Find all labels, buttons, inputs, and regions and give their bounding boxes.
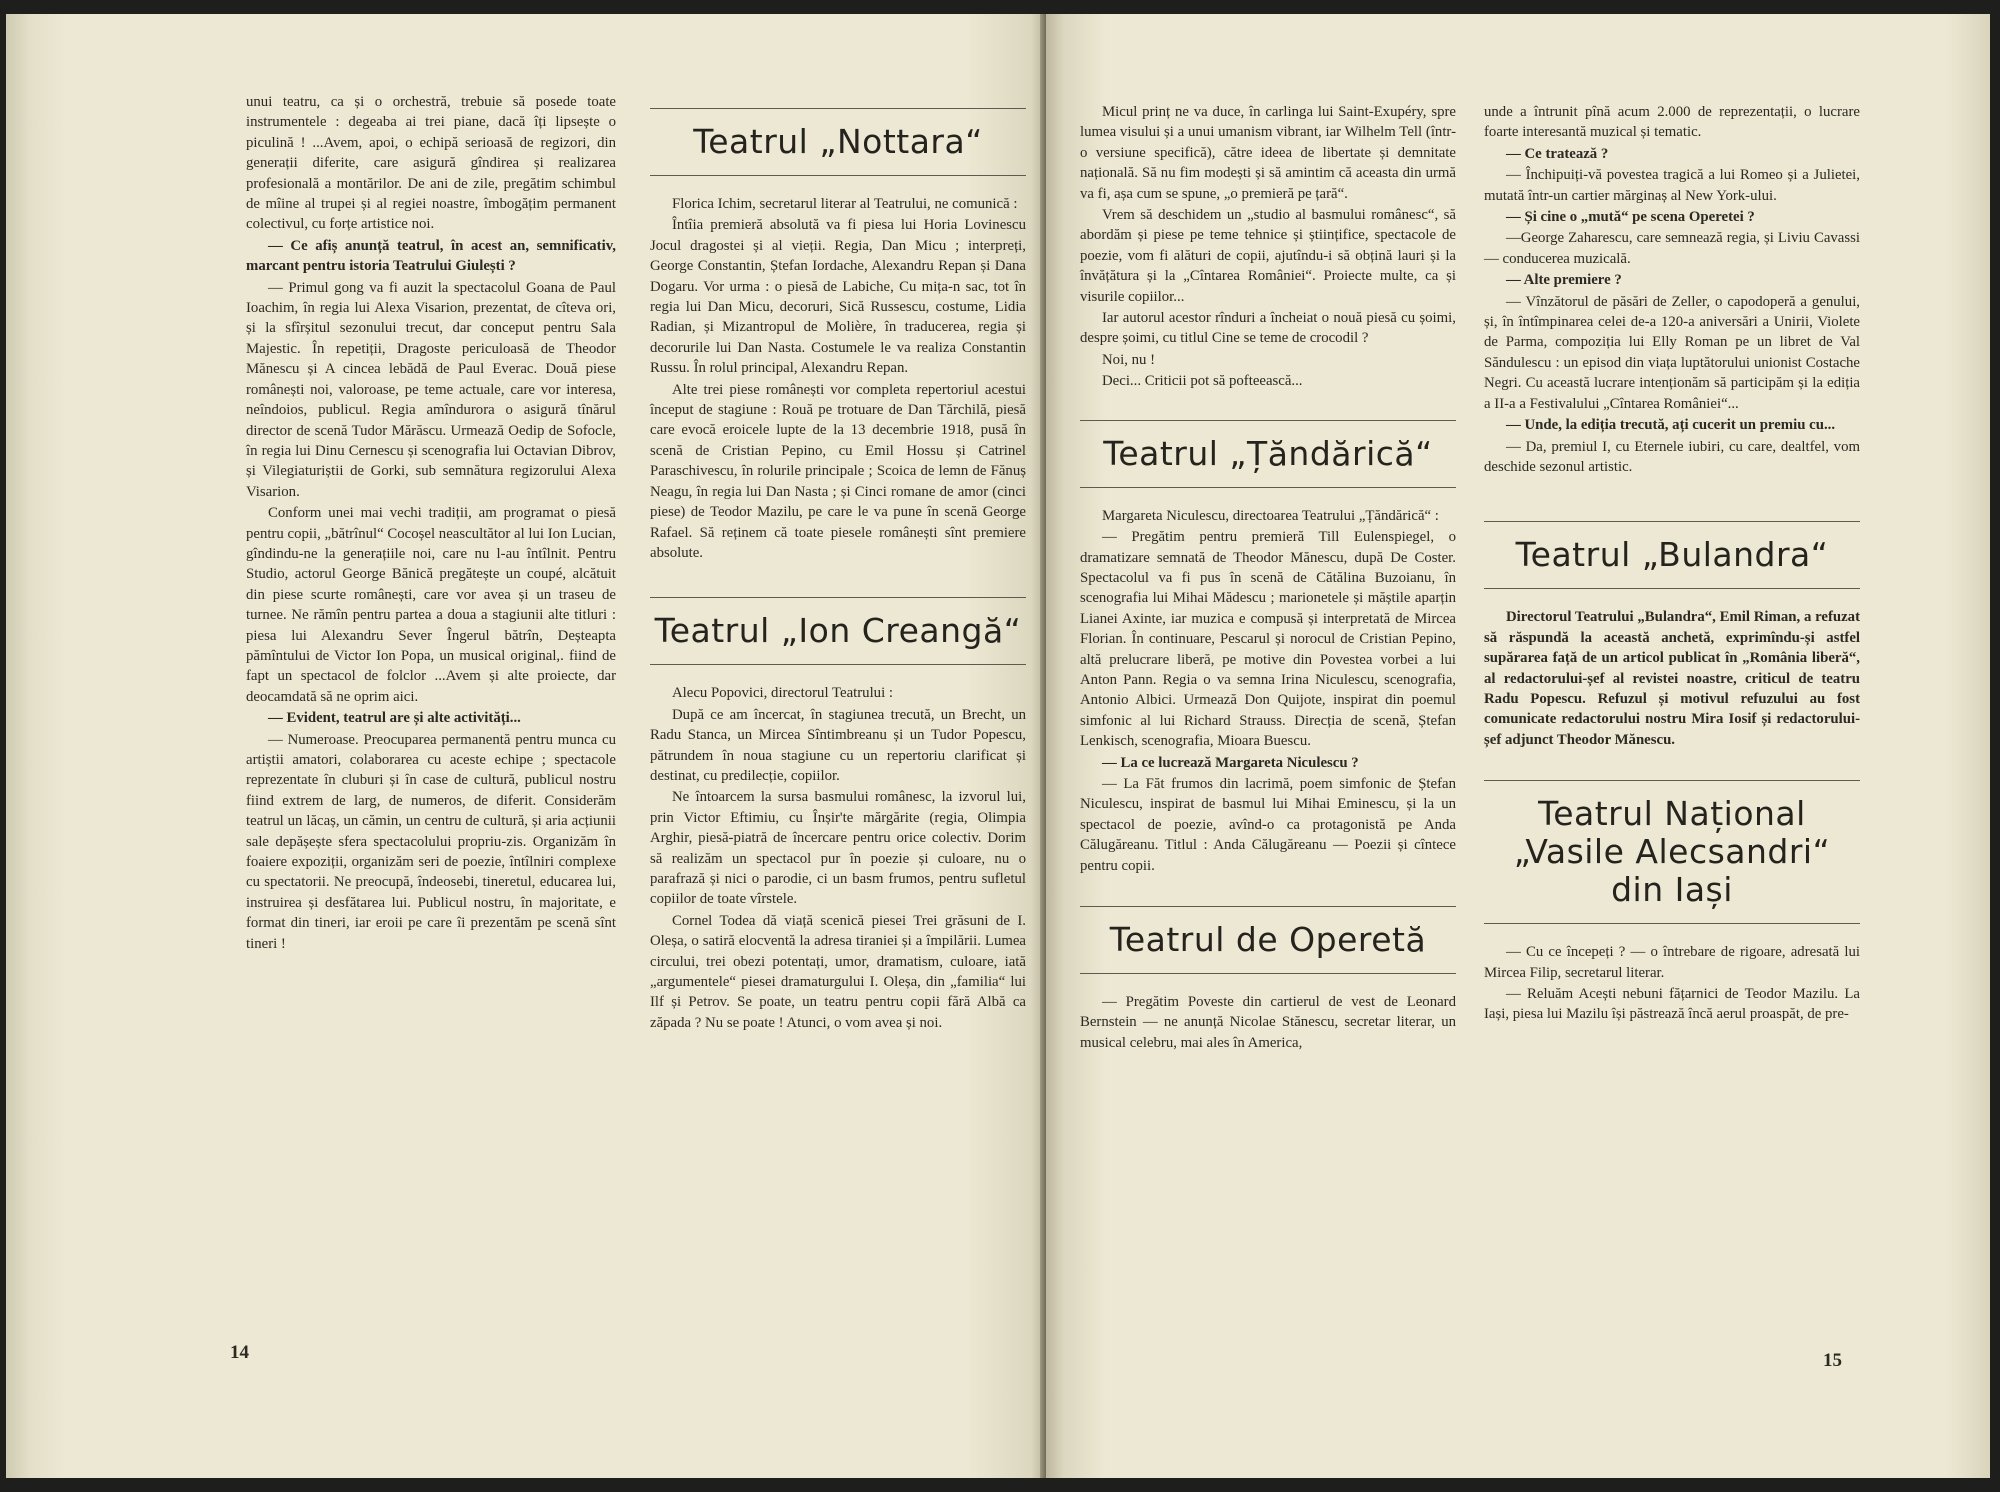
question: — La ce lucrează Margareta Niculescu ? xyxy=(1102,754,1359,771)
section-ion-creanga xyxy=(650,597,1026,665)
column-2 xyxy=(650,102,1026,1034)
divider xyxy=(650,664,1026,665)
section-opereta xyxy=(1080,906,1456,974)
question: — Ce tratează ? xyxy=(1506,145,1609,162)
paragraph: Conform unei mai vechi tradiții, am programat o piesă pentru copii, „bătrînul“ Cocoșel neascultător al lui Ion Lucian, gîndindu-ne la generațiile noi, care nu l-au întîlnit. Pentru Studio, actorul George Bănică pregătește un coupé, alcătuit din piese scurte românești, care vor avea și un traseu de turnee. Ne rămîn pentru partea a doua a stagiunii alte titluri : piesa lui Alexandru Sever Îngerul bătrîn, Deșteapta pămîntului de Victor Ion Popa, un musical original,. fiind de fapt un spectacol de folclor ...Avem și alte proiecte, dar deocamdată să ne oprim aici. xyxy=(246,505,616,705)
section-title: din Iași xyxy=(1611,870,1733,910)
section-tandarica xyxy=(1080,420,1456,488)
paragraph: — Cu ce începeți ? — o întrebare de rigoare, adresată lui Mircea Filip, secretarul literar. xyxy=(1484,944,1860,981)
section-title: Teatrul „Țăndărică“ xyxy=(1103,433,1433,473)
column-3 xyxy=(1080,102,1456,1054)
section-title: Teatrul Național xyxy=(1538,794,1806,834)
divider xyxy=(1080,487,1456,488)
paragraph: — Da, premiul I, cu Eternele iubiri, cu care, dealtfel, vom deschide sezonul artistic. xyxy=(1484,438,1860,475)
question: — Unde, la ediția trecută, ați cucerit un premiu cu... xyxy=(1506,417,1836,434)
section-title: „Vasile Alecsandri“ xyxy=(1513,832,1831,872)
divider xyxy=(1080,973,1456,974)
divider xyxy=(1080,420,1456,421)
paragraph: După ce am încercat, în stagiunea trecută, un Brecht, un Radu Stanca, un Mircea Sîntimbreanu și un Tudor Popescu, pătrundem în noua stagiune cu un repertoriu clarificat și destinat, cu predilecție, copiilor. xyxy=(650,706,1026,784)
paragraph: — Numeroase. Preocuparea permanentă pentru munca cu artiștii amatori, colaborarea cu aceste echipe ; spectacole reprezentate în cluburi și în case de cultură, publicul nostru fiind extrem de larg, de numeros, de diferit. Considerăm teatrul un lăcaș, un cămin, un centru de cultură, și aria acțiunii sale depășește sfera spectacolului propriu-zis. Organizăm în foaiere expoziții, organizăm seri de poezie, întîlniri complexe cu spectatorii. Ne preocupă, îndeosebi, tineretul, educarea lui, instruirea și desfătarea lui. Publicul nostru, în majoritate, e format din tineri, iar eroii pe care îi prezentăm pe scenă sînt tineri ! xyxy=(246,731,616,952)
paragraph: Cornel Todea dă viață scenică piesei Trei grăsuni de I. Oleșa, o satiră elocventă la adresa tiraniei și a împilării. Lumea circului, trei obezi potentați, umor, dramatism, culoare, iată „argumentele“ piesei dramaturgului I. Oleșa, din „familia“ lui Ilf și Petrov. Se poate, un teatru pentru copii fără Albă ca zăpada ? Nu se poate ! Atunci, o vom avea și noi. xyxy=(650,912,1026,1031)
question: — Ce afiș anunță teatrul, în acest an, semnificativ, marcant pentru istoria Teatrului Giulești ? xyxy=(246,237,616,275)
paragraph: unde a întrunit pînă acum 2.000 de reprezentații, o lucrare foarte interesantă muzical și tematic. xyxy=(1484,104,1860,141)
column-4 xyxy=(1484,102,1860,1026)
paragraph: Întîia premieră absolută va fi piesa lui Horia Lovinescu Jocul dragostei și al vieții. Regia, Dan Micu ; interpreți, George Constantin, Ștefan Iordache, Alexandru Repan și Dana Dogaru. Vor urma : o piesă de Labiche, Cu mița-n sac, tot în regia lui Dan Micu, decoruri, Sică Russescu, costume, Lidia Radian, și Mizantropul de Molière, în traducerea, regia și decorurile lui Dan Nasta. Costumele le va realiza Constantin Russu. În rolul principal, Alexandru Repan. xyxy=(650,217,1026,377)
divider xyxy=(650,108,1026,109)
paragraph: — Vînzătorul de păsări de Zeller, o capodoperă a genului, și, în întîmpinarea celei de-a 120-a aniversări a Unirii, Violete de Parma, compoziția lui Elly Roman pe un libret de Val Săndulescu : un episod din viața luptătorului unionist Costache Negri. Cu această lucrare intenționăm să participăm și la ediția a II-a a Festivalului „Cîntarea României“... xyxy=(1484,293,1860,412)
question: — Evident, teatrul are și alte activități... xyxy=(268,710,521,727)
paragraph: Vrem să deschidem un „studio al basmului românesc“, să abordăm și piese pe teme tehnice și științifice, spectacole de poezie, vom fi alături de copii, ajutîndu-i să obțină lauri și la învățătura și la „Cîntarea României“. Proiecte multe, ca și visurile copiilor... xyxy=(1080,207,1456,305)
section-title: Teatrul de Operetă xyxy=(1109,920,1427,959)
paragraph: Directorul Teatrului „Bulandra“, Emil Riman, a refuzat să răspundă la această anchetă, exprimîndu-și astfel supărarea față de un articol publicat în „România liberă“, al redactorului-șef al revistei noastre, criticul de teatru Radu Popescu. Refuzul și motivul refuzului au fost comunicate redactorului nostru Mira Iosif și redactorului-șef adjunct Theodor Mănescu. xyxy=(1484,609,1860,748)
paragraph: Deci... Criticii pot să pofteească... xyxy=(1102,373,1303,390)
divider xyxy=(1484,588,1860,589)
paragraph: — La Făt frumos din lacrimă, poem simfonic de Ștefan Niculescu, inspirat de basmul lui Mihai Eminescu, și la un spectacol de poezie, avînd-o ca protagonistă pe Anda Călugăreanu. Titlul : Anda Călugăreanu — Poezii și cîntece pentru copii. xyxy=(1080,775,1456,874)
paragraph: Iar autorul acestor rînduri a încheiat o nouă piesă cu șoimi, despre șoimi, cu titlul Cine se teme de crocodil ? xyxy=(1080,310,1456,347)
section-national-iasi xyxy=(1484,780,1860,924)
divider xyxy=(1484,780,1860,781)
question: — Și cine o „mută“ pe scena Operetei ? xyxy=(1506,209,1755,226)
paragraph: Micul prinț ne va duce, în carlinga lui Saint-Exupéry, spre lumea visului și a unui umanism vibrant, iar Wilhelm Tell (într-o versiune specifică), către ideea de libertate și demnitate națională. Să nu fim modești și să amintim că aceasta din urmă va fi, așa cum se spune, „o premieră pe țară“. xyxy=(1080,104,1456,202)
section-title: Teatrul „Ion Creangă“ xyxy=(654,611,1022,651)
column-1 xyxy=(246,92,616,955)
section-nottara xyxy=(650,108,1026,176)
divider xyxy=(650,597,1026,598)
divider xyxy=(1484,521,1860,522)
paragraph: — Pregătim Poveste din cartierul de vest de Leonard Bernstein — ne anunță Nicolae Stănescu, secretar literar, un musical celebru, mai ales în America, xyxy=(1080,994,1456,1051)
section-intro: Margareta Niculescu, directoarea Teatrului „Țăndărică“ : xyxy=(1102,507,1439,524)
section-bulandra xyxy=(1484,521,1860,589)
paragraph: Noi, nu ! xyxy=(1102,351,1156,368)
divider xyxy=(1080,906,1456,907)
page-number-left: 14 xyxy=(230,1342,249,1363)
section-title: Teatrul „Nottara“ xyxy=(693,122,983,161)
paragraph: — Pregătim pentru premieră Till Eulenspiegel, o dramatizare semnată de Theodor Mănescu, după De Coster. Spectacolul va fi pus în scenă de Cătălina Buzoianu, în scenografia lui Mihai Mădescu ; marionetele și măștile aparțin Lianei Axinte, iar muzica e compusă și interpretată de Mircea Florian. În continuare, Pescarul și norocul de Cristian Pepino, altă prelucrare liberă, pe motive din Povestea vorbei a lui Anton Pann. Regia o va semna Irina Niculescu, scenografia, Antonio Albici. Urmează Don Quijote, inspirat din poemul simfonic al lui Richard Strauss. Direcția de scenă, Ștefan Lenkisch, scenografia, Mioara Buescu. xyxy=(1080,529,1456,750)
divider xyxy=(650,175,1026,176)
section-intro: Alecu Popovici, directorul Teatrului : xyxy=(672,685,893,702)
paragraph: — Primul gong va fi auzit la spectacolul Goana de Paul Ioachim, în regia lui Alexa Visarion, prezentat, de cîteva ori, și la sfîrșitul sezonului trecut, dar conceput pentru Sala Majestic. În repetiții, Dragoste periculoasă de Theodor Mănescu și A cincea lebădă de Paul Everac. Două piese românești noi, valoroase, pe teme actuale, care vor interesa, neîndoios, publicul. Regia amîndurora o asigură tînărul director de scenă Tudor Mărăscu. Urmează Oedip de Sofocle, în regia lui Dinu Cernescu și scenografia lui Octavian Dibrov, și Vilegiaturiștii de Gorki, sub semnătura regizorului Alexa Visarion. xyxy=(246,279,616,500)
paragraph: — Reluăm Acești nebuni fățarnici de Teodor Mazilu. La Iași, piesa lui Mazilu își păstrează încă aerul proaspăt, de pre- xyxy=(1484,985,1860,1023)
paragraph: Ne întoarcem la sursa basmului românesc, la izvorul lui, prin Victor Eftimiu, cu Înșir'te mărgărite (regia, Olimpia Arghir, piesă-piatră de încercare pentru orice colectiv. Dorim să realizăm un spectacol pur în poezie și culoare, nu o parafrază și nici o parodie, ci un basm frumos, pentru sufletul copiilor de toate vîrstele. xyxy=(650,789,1026,908)
section-intro: Florica Ichim, secretarul literar al Teatrului, ne comunică : xyxy=(672,196,1018,212)
question: — Alte premiere ? xyxy=(1506,272,1622,289)
paragraph: —George Zaharescu, care semnează regia, și Liviu Cavassi — conducerea muzicală. xyxy=(1484,230,1860,267)
section-title: Teatrul „Bulandra“ xyxy=(1515,535,1829,575)
divider xyxy=(1484,923,1860,924)
paragraph: Alte trei piese românești vor completa repertoriul acestui început de stagiune : Rouă pe trotuare de Dan Tărchilă, piesă care evocă eroicele lupte de la 13 decembrie 1918, pusă în scenă de Cristian Pepino, cu Emil Hossu și Catrinel Paraschivescu, în rolurile principale ; Scoica de lemn de Fănuș Neagu, în regia lui Dan Nasta ; și Cinci romane de amor (cinci piese) de Teodor Mazilu, pe care le va pune în scenă George Rafael. Să reținem că toate piesele românești sînt premiere absolute. xyxy=(650,381,1026,561)
paragraph: — Închipuiți-vă povestea tragică a lui Romeo și a Julietei, mutată într-un cartier mărginaș al New York-ului. xyxy=(1484,167,1860,204)
page-number-right: 15 xyxy=(1823,1350,1842,1371)
paragraph: unui teatru, ca și o orchestră, trebuie să posede toate instrumentele : degeaba ai trei piane, dacă îți lipsește o piculină ! ...Avem, apoi, o echipă serioasă de regizori, din generații diferite, care asigură gîndirea și realizarea profesională a montărilor. De ani de zile, pregătim schimbul de mîine al trupei și al regiei noastre, îmbogățim permanent colectivul, cu forțe artistice noi. xyxy=(246,94,616,233)
